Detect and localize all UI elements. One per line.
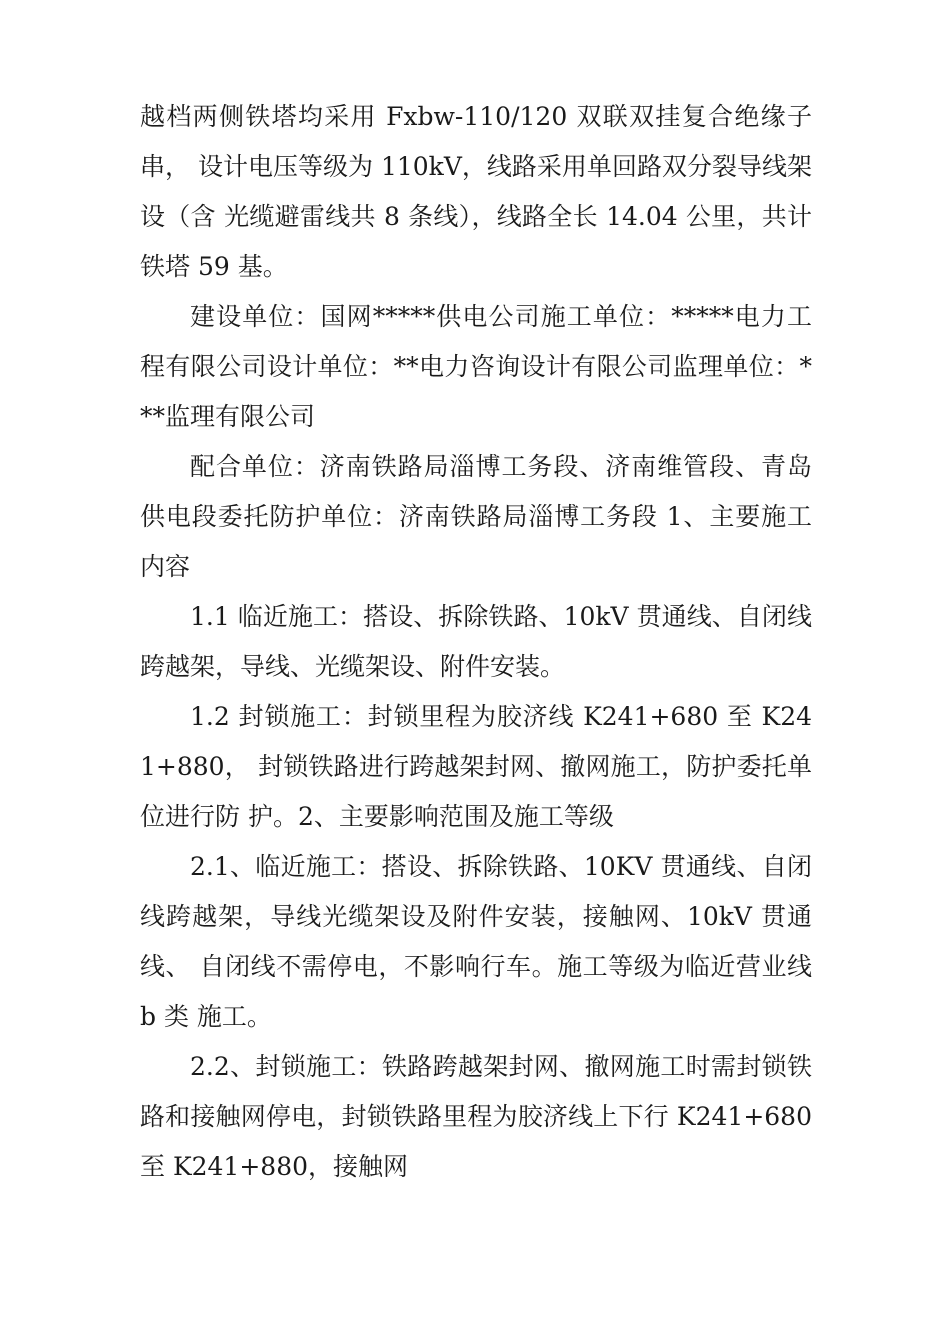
paragraph-4: 1.1 临近施工：搭设、拆除铁路、10kV 贯通线、自闭线跨越架，导线、光缆架设、附件安装。 [140, 602, 812, 681]
document-body [140, 92, 812, 1192]
paragraph-5: 1.2 封锁施工：封锁里程为胶济线 K241+680 至 K241+880， 封锁铁路进行跨越架封网、撤网施工，防护委托单位进行防 护。2、主要影响范围及施工等级 [140, 702, 812, 831]
paragraph-2: 建设单位：国网*****供电公司施工单位：*****电力工程有限公司设计单位：**电力咨询设计有限公司监理单位：***监理有限公司 [140, 302, 812, 431]
paragraph-1: 越档两侧铁塔均采用 Fxbw-110/120 双联双挂复合绝缘子串， 设计电压等级为 110kV，线路采用单回路双分裂导线架设（含 光缆避雷线共 8 条线），线路全长 14.04 公里，共计铁塔 59 基。 [140, 102, 812, 281]
paragraph-3: 配合单位：济南铁路局淄博工务段、济南维管段、青岛供电段委托防护单位：济南铁路局淄博工务段 1、主要施工内容 [140, 452, 812, 581]
paragraph-6: 2.1、临近施工：搭设、拆除铁路、10KV 贯通线、自闭线跨越架，导线光缆架设及附件安装，接触网、10kV 贯通线、 自闭线不需停电，不影响行车。施工等级为临近营业线 b 类 施工。 [140, 852, 812, 1031]
paragraph-7: 2.2、封锁施工：铁路跨越架封网、撤网施工时需封锁铁路和接触网停电，封锁铁路里程为胶济线上下行 K241+680 至 K241+880，接触网 [140, 1052, 812, 1181]
